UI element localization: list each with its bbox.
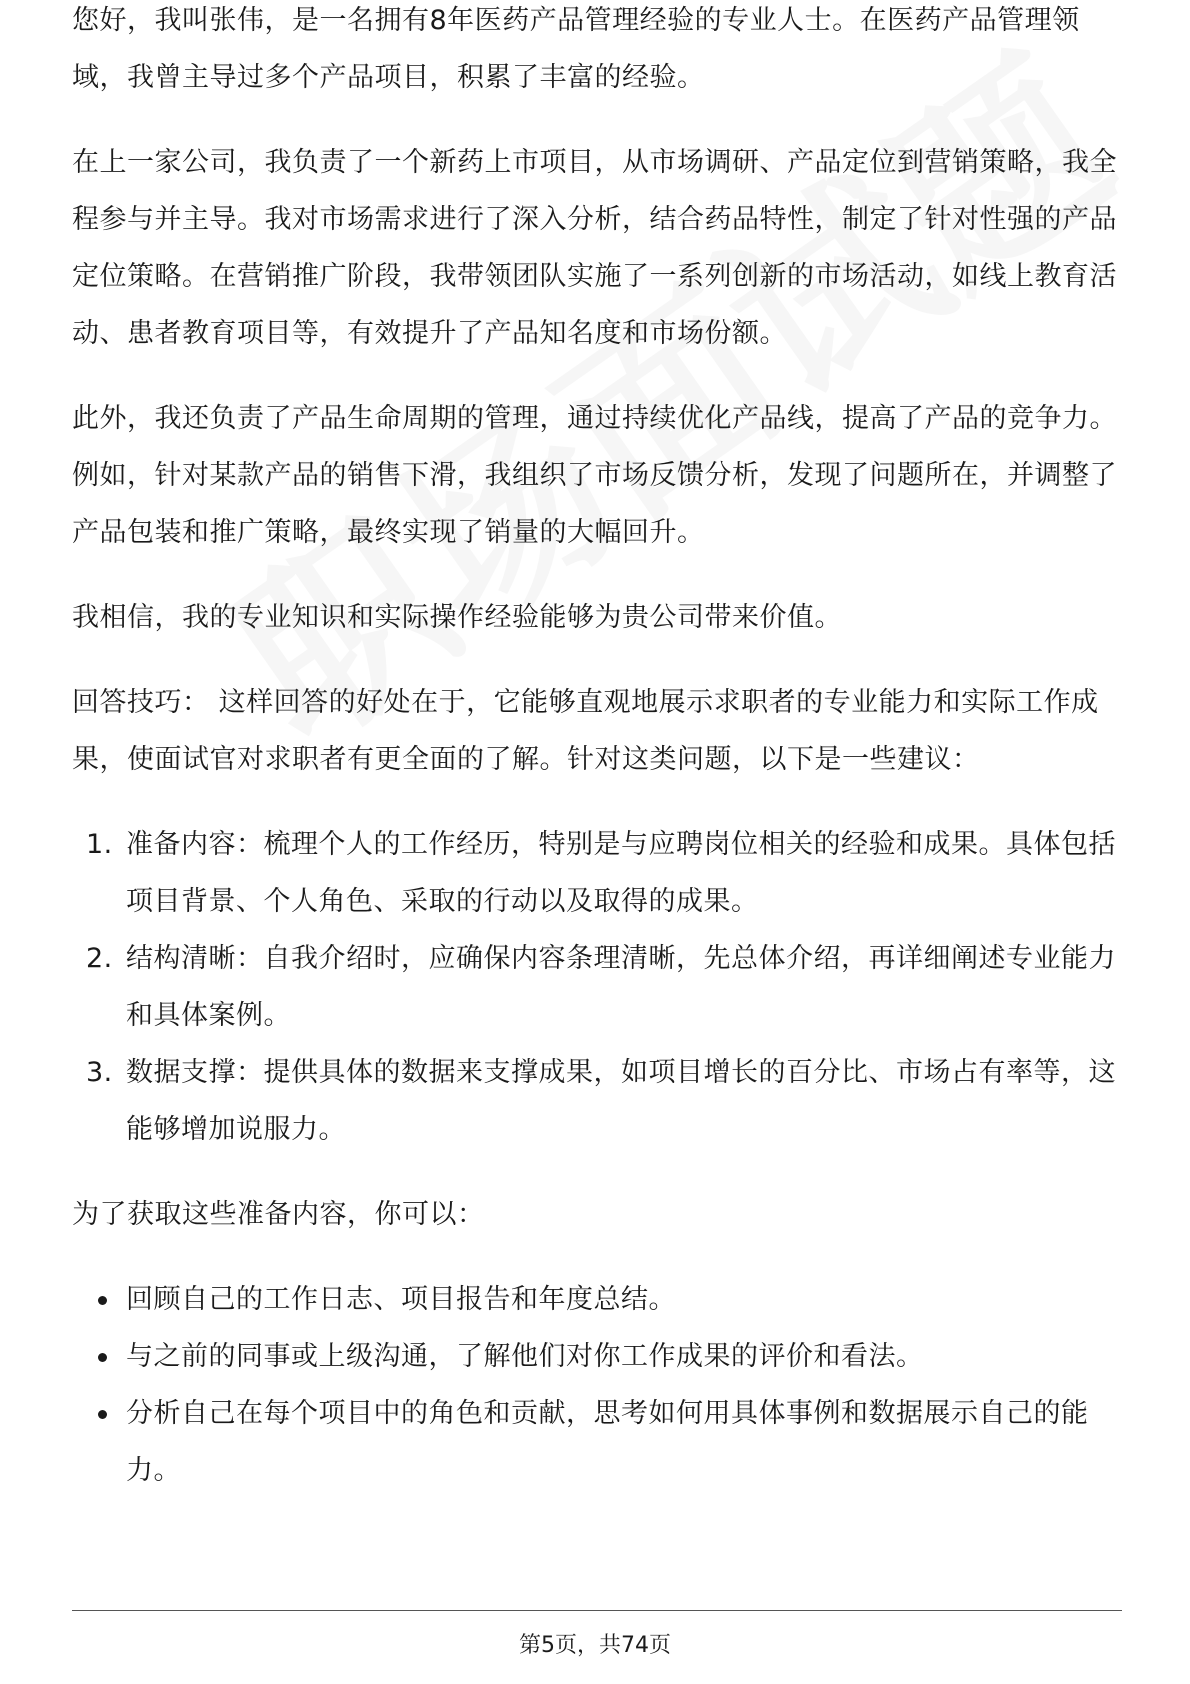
bullet-list [72,1271,1122,1499]
bullet-icon [98,1296,107,1305]
list-item-text: 结构清晰：自我介绍时，应确保内容条理清晰，先总体介绍，再详细阐述专业能力和具体案例。 [126,943,1116,1031]
numbered-list-item [72,930,1122,1044]
list-item-text: 分析自己在每个项目中的角色和贡献，思考如何用具体事例和数据展示自己的能力。 [126,1398,1089,1486]
bullet-list-item [72,1271,1122,1328]
numbered-list [72,816,1122,1158]
document-body [72,5,1122,1499]
bullet-list-item [72,1328,1122,1385]
numbered-list-item [72,1044,1122,1158]
footer-divider [72,1610,1122,1611]
list-number: 3. [86,1057,113,1088]
paragraph: 您好，我叫张伟，是一名拥有8年医药产品管理经验的专业人士。在医药产品管理领域，我曾主导过多个产品项目，积累了丰富的经验。 [72,5,1080,93]
numbered-list-item [72,816,1122,930]
paragraph: 在上一家公司，我负责了一个新药上市项目，从市场调研、产品定位到营销策略，我全程参与并主导。我对市场需求进行了深入分析，结合药品特性，制定了针对性强的产品定位策略。在营销推广阶段，我带领团队实施了一系列创新的市场活动，如线上教育活动、患者教育项目等，有效提升了产品知名度和市场份额。 [72,147,1117,349]
paragraph: 我相信，我的专业知识和实际操作经验能够为贵公司带来价值。 [72,602,842,633]
list-item-text: 回顾自己的工作日志、项目报告和年度总结。 [126,1284,676,1315]
list-number: 2. [86,943,113,974]
list-number: 1. [86,829,113,860]
list-item-text: 数据支撑：提供具体的数据来支撑成果，如项目增长的百分比、市场占有率等，这能够增加说服力。 [126,1057,1116,1145]
paragraph: 此外，我还负责了产品生命周期的管理，通过持续优化产品线，提高了产品的竞争力。例如，针对某款产品的销售下滑，我组织了市场反馈分析，发现了问题所在，并调整了产品包装和推广策略，最终实现了销量的大幅回升。 [72,403,1117,548]
answer-tips-paragraph: 回答技巧： 这样回答的好处在于，它能够直观地展示求职者的专业能力和实际工作成果，使面试官对求职者有更全面的了解。针对这类问题，以下是一些建议： [72,687,1099,775]
bullet-icon [98,1353,107,1362]
list-item-text: 准备内容：梳理个人的工作经历，特别是与应聘岗位相关的经验和成果。具体包括项目背景、个人角色、采取的行动以及取得的成果。 [126,829,1116,917]
paragraph: 为了获取这些准备内容，你可以： [72,1199,485,1230]
list-item-text: 与之前的同事或上级沟通，了解他们对你工作成果的评价和看法。 [126,1341,924,1372]
page-number: 第5页，共74页 [519,1633,671,1658]
bullet-icon [98,1410,107,1419]
bullet-list-item [72,1385,1122,1499]
